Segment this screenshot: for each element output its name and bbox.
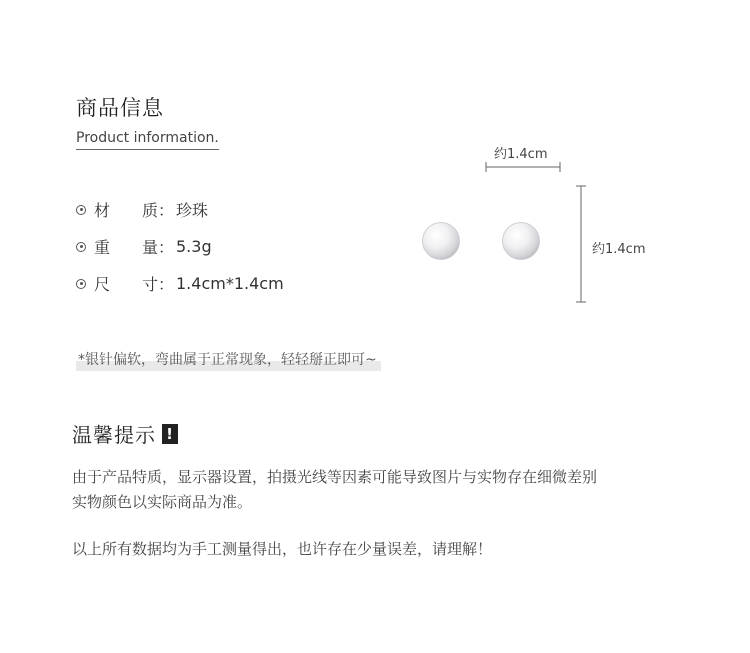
pearl-earrings-illustration [410,150,610,320]
target-bullet-icon [76,279,86,289]
spec-label: 材 质： [94,201,175,220]
page-subtitle: Product information. [76,130,219,150]
width-dimension-label: 约1.4cm [494,147,548,162]
target-bullet-icon [76,242,86,252]
target-bullet-icon [76,205,86,215]
tips-line: 实物颜色以实际商品为准。 [72,493,253,511]
height-dimension-label: 约1.4cm [592,242,646,257]
tips-paragraph-2: 以上所有数据均为手工测量得出，也许存在少量误差，请理解！ [72,540,493,558]
spec-value: 1.4cm*1.4cm [176,274,284,293]
care-note: *银针偏软，弯曲属于正常现象，轻轻掰正即可~ [76,349,381,371]
spec-value: 5.3g [176,237,212,256]
height-dimension-line [576,186,586,302]
page-title: 商品信息 [76,96,164,120]
spec-row-material [76,198,208,221]
tips-title: 温馨提示 [72,423,156,447]
spec-row-weight [76,235,212,258]
pearl-left [423,223,460,260]
exclamation-icon: ! [162,424,178,444]
spec-label: 尺 寸： [94,275,175,294]
pearl-right [503,223,540,260]
tips-paragraph-1 [72,465,672,515]
width-dimension-line [486,162,560,172]
spec-label: 重 量： [94,238,175,257]
spec-row-size [76,272,284,295]
tips-heading [72,419,178,448]
tips-line: 由于产品特质，显示器设置，拍摄光线等因素可能导致图片与实物存在细微差别 [72,468,598,486]
spec-value: 珍珠 [176,201,209,220]
